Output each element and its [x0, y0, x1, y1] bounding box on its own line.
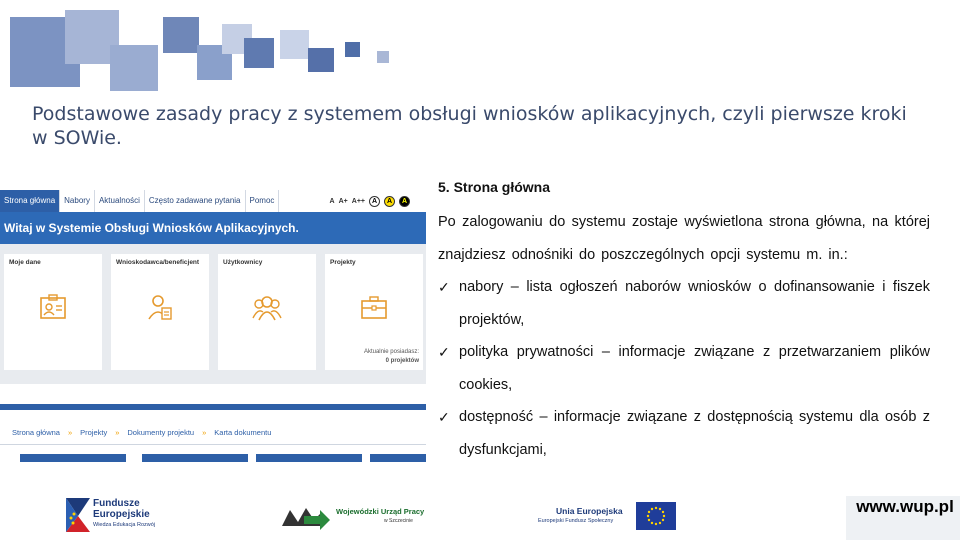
bullet-text: dostępność – informacje związane z dostępnością systemu dla osób z dysfunkcjami, [459, 409, 930, 458]
bullet-item [438, 336, 930, 401]
contrast-default-button[interactable]: A [369, 196, 380, 207]
wup-city: w Szczecinie [384, 518, 413, 524]
content-panel [438, 176, 930, 466]
tile-label: Projekty [330, 259, 356, 266]
id-card-icon [38, 292, 68, 322]
breadcrumb-underline [0, 444, 426, 445]
tile-wnioskodawca[interactable] [111, 254, 209, 370]
breadcrumb-separator-icon: » [67, 428, 73, 437]
fe-emblem-icon [66, 498, 90, 532]
decor-square [280, 30, 309, 59]
bullet-item [438, 401, 930, 466]
fe-line1: Fundusze [93, 498, 140, 509]
tile-label: Moje dane [9, 259, 41, 266]
check-icon: ✓ [438, 409, 450, 425]
check-icon: ✓ [438, 279, 450, 295]
decor-square [345, 42, 360, 57]
projects-note-line1: Aktualnie posiadasz: [363, 349, 419, 355]
breadcrumb-karta[interactable]: Karta dokumentu [214, 428, 272, 437]
tab-faq[interactable]: Często zadawane pytania [145, 190, 246, 212]
breadcrumb [12, 428, 271, 437]
intro-paragraph: Po zalogowaniu do systemu zostaje wyświetlona strona główna, na której znajdziesz odnośniki do poszczególnych opcji systemu m. in.: [438, 214, 930, 263]
breadcrumb-separator-icon: » [202, 428, 207, 437]
tab-news[interactable]: Aktualności [95, 190, 145, 212]
font-size-large[interactable]: A+ [338, 197, 348, 205]
wup-logo [280, 502, 430, 532]
font-size-xlarge[interactable]: A++ [351, 197, 365, 205]
fe-line2: Europejskie [93, 509, 150, 520]
bottom-button[interactable] [256, 454, 362, 462]
wup-name: Wojewódzki Urząd Pracy [336, 507, 425, 516]
projects-count-note [364, 348, 419, 366]
tile-label: Użytkownicy [223, 259, 263, 266]
breadcrumb-projekty[interactable]: Projekty [80, 428, 108, 437]
footer [0, 488, 960, 540]
check-icon: ✓ [438, 344, 450, 360]
wup-emblem-icon [280, 502, 332, 530]
contrast-black-button[interactable]: A [399, 196, 410, 207]
tile-uzytkownicy[interactable] [218, 254, 316, 370]
bullet-item [438, 271, 930, 336]
breadcrumb-separator-icon: » [115, 428, 120, 437]
screenshot-divider [0, 404, 426, 410]
decor-square [163, 17, 199, 53]
welcome-banner: Witaj w Systemie Obsługi Wniosków Aplikacyjnych. [0, 212, 426, 244]
fe-program: Wiedza Edukacja Rozwój [93, 522, 156, 528]
bullet-text: nabory – lista ogłoszeń naborów wniosków o dofinansowanie i fiszek projektów, [459, 279, 930, 328]
tiles-area [0, 244, 426, 384]
fe-name [93, 498, 150, 520]
projects-note-line2: 0 projektów [385, 358, 419, 364]
bottom-button[interactable] [370, 454, 426, 462]
tab-nabory[interactable]: Nabory [60, 190, 95, 212]
users-icon [252, 292, 282, 322]
tab-help[interactable]: Pomoc [246, 190, 280, 212]
tile-moje-dane[interactable] [4, 254, 102, 370]
section-heading: 5. Strona główna [438, 179, 551, 195]
bottom-button[interactable] [142, 454, 248, 462]
bottom-buttons [0, 454, 426, 462]
tile-label: Wnioskodawca/beneficjent [116, 259, 200, 266]
accessibility-controls [330, 196, 426, 207]
breadcrumb-home[interactable]: Strona główna [12, 428, 60, 437]
top-nav [0, 190, 426, 212]
briefcase-icon [359, 292, 389, 322]
ue-fund: Europejski Fundusz Społeczny [538, 518, 614, 524]
bottom-button[interactable] [20, 454, 126, 462]
website-url[interactable]: www.wup.pl [856, 497, 954, 516]
tile-projekty[interactable] [325, 254, 423, 370]
slide-title: Podstawowe zasady pracy z systemem obsługi wniosków aplikacyjnych, czyli pierwsze kroki w SOWie. [32, 103, 907, 149]
ue-name: Unia Europejska [556, 506, 623, 516]
decor-square [244, 38, 274, 68]
font-size-normal[interactable]: A [329, 197, 335, 205]
decor-square [110, 45, 158, 91]
unia-europejska-logo [538, 500, 678, 534]
breadcrumb-dokumenty[interactable]: Dokumenty projektu [127, 428, 195, 437]
decor-square [377, 51, 389, 63]
system-screenshot [0, 182, 426, 462]
decor-square [308, 48, 334, 72]
eu-flag-icon [636, 502, 676, 530]
bullet-text: polityka prywatności – informacje związane z przetwarzaniem plików cookies, [459, 344, 930, 393]
fundusze-europejskie-logo [66, 496, 186, 536]
user-document-icon [145, 292, 175, 322]
contrast-yellow-button[interactable]: A [384, 196, 395, 207]
tab-home[interactable]: Strona główna [0, 190, 60, 212]
